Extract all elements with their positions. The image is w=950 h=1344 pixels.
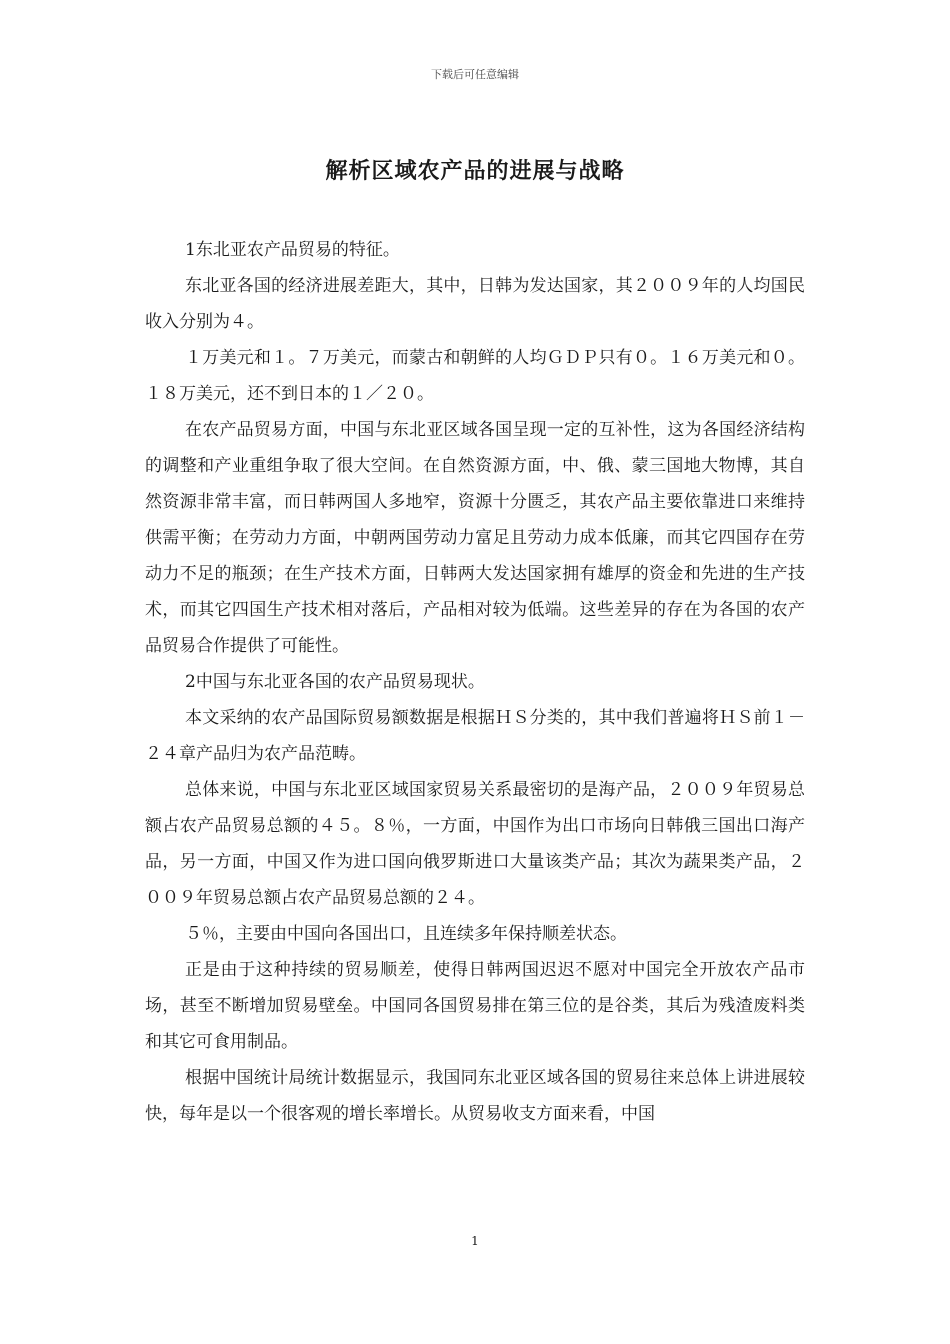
- paragraph: 本文采纳的农产品国际贸易额数据是根据ＨＳ分类的，其中我们普遍将ＨＳ前１－２４章产品归为农产品范畴。: [145, 708, 805, 764]
- paragraph: ５％，主要由中国向各国出口，且连续多年保持顺差状态。: [185, 924, 627, 944]
- paragraph: 1东北亚农产品贸易的特征。: [185, 240, 400, 260]
- paragraph: 正是由于这种持续的贸易顺差，使得日韩两国迟迟不愿对中国完全开放农产品市场，甚至不断增加贸易壁垒。中国同各国贸易排在第三位的是谷类，其后为残渣废料类和其它可食用制品。: [145, 960, 805, 1052]
- document-body: [145, 232, 805, 1132]
- paragraph: 根据中国统计局统计数据显示，我国同东北亚区域各国的贸易往来总体上讲进展较快，每年是以一个很客观的增长率增长。从贸易收支方面来看，中国: [145, 1068, 805, 1124]
- paragraph: 总体来说，中国与东北亚区域国家贸易关系最密切的是海产品，２００９年贸易总额占农产品贸易总额的４５。８％，一方面，中国作为出口市场向日韩俄三国出口海产品，另一方面，中国又作为进口国向俄罗斯进口大量该类产品；其次为蔬果类产品，２００９年贸易总额占农产品贸易总额的２４。: [145, 780, 805, 908]
- paragraph: １万美元和１。７万美元，而蒙古和朝鲜的人均ＧＤＰ只有０。１６万美元和０。１８万美元，还不到日本的１／２０。: [145, 348, 805, 404]
- document-title: 解析区域农产品的进展与战略: [325, 158, 625, 184]
- paragraph: 2中国与东北亚各国的农产品贸易现状。: [185, 672, 485, 692]
- page-number: 1: [471, 1234, 479, 1248]
- page-header-note: 下载后可任意编辑: [431, 68, 519, 81]
- paragraph: 在农产品贸易方面，中国与东北亚区域各国呈现一定的互补性，这为各国经济结构的调整和产业重组争取了很大空间。在自然资源方面，中、俄、蒙三国地大物博，其自然资源非常丰富，而日韩两国人多地窄，资源十分匮乏，其农产品主要依靠进口来维持供需平衡；在劳动力方面，中朝两国劳动力富足且劳动力成本低廉，而其它四国存在劳动力不足的瓶颈；在生产技术方面，日韩两大发达国家拥有雄厚的资金和先进的生产技术，而其它四国生产技术相对落后，产品相对较为低端。这些差异的存在为各国的农产品贸易合作提供了可能性。: [145, 420, 805, 656]
- paragraph: 东北亚各国的经济进展差距大，其中，日韩为发达国家，其２００９年的人均国民收入分别为４。: [145, 276, 805, 332]
